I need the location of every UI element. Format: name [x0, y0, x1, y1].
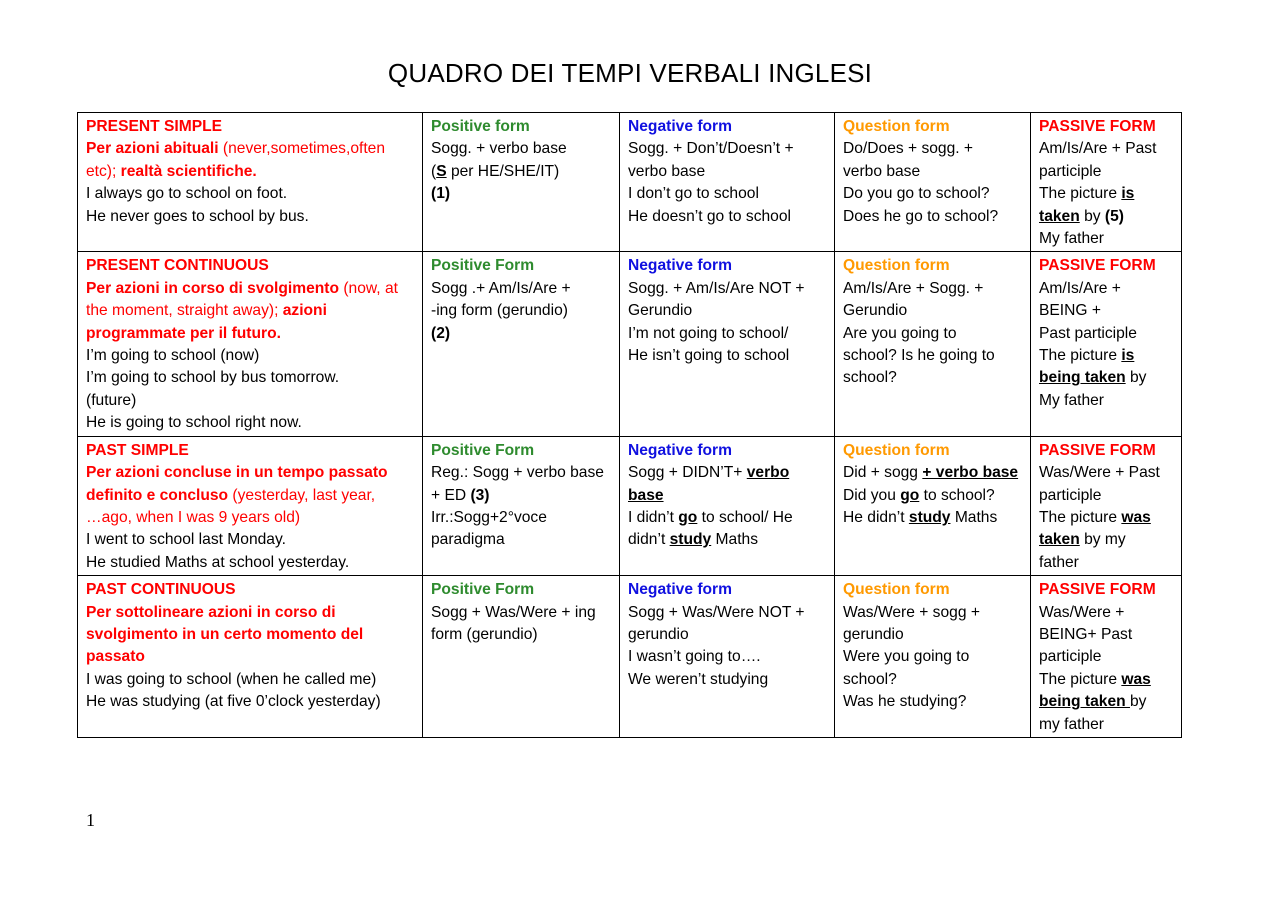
text-segment: Sogg. + Am/Is/Are NOT + — [628, 279, 805, 297]
cell-line — [628, 646, 826, 668]
text-segment: Negative form — [628, 581, 732, 599]
text-segment: BEING + — [1039, 302, 1101, 320]
text-segment: Maths — [950, 508, 998, 526]
cell-line — [628, 602, 826, 624]
cell-line — [1039, 602, 1173, 624]
cell-line — [628, 183, 826, 205]
cell-line — [1039, 714, 1173, 736]
text-segment: taken — [1039, 207, 1080, 225]
cell-line — [843, 579, 1022, 601]
text-segment: The picture — [1039, 185, 1122, 203]
text-segment: programmate per il futuro. — [86, 324, 281, 342]
cell-line — [1039, 183, 1173, 205]
text-segment: study — [669, 531, 712, 549]
positive-form-cell — [423, 436, 620, 575]
text-segment: Does he go to school? — [843, 207, 999, 225]
text-segment: to school? — [919, 486, 995, 504]
text-segment: participle — [1039, 162, 1102, 180]
text-segment: Was/Were + sogg + — [843, 603, 980, 621]
text-segment: PASSIVE FORM — [1039, 581, 1156, 599]
text-segment: is — [1121, 347, 1135, 365]
text-segment: Positive Form — [431, 581, 535, 599]
cell-line — [843, 116, 1022, 138]
question-form-cell — [835, 436, 1031, 575]
text-segment: S — [436, 162, 447, 180]
text-segment: Did + sogg — [843, 464, 923, 482]
text-segment: Negative form — [628, 441, 732, 459]
text-segment: by — [1079, 207, 1105, 225]
cell-line — [843, 602, 1022, 624]
text-segment: PAST CONTINUOUS — [86, 581, 236, 599]
cell-line — [843, 669, 1022, 691]
text-segment: Per sottolineare azioni in corso di — [86, 603, 336, 621]
cell-line — [628, 206, 826, 228]
text-segment: Sogg + Was/Were + ing — [431, 603, 596, 621]
cell-line — [86, 507, 414, 529]
text-segment: He isn’t going to school — [628, 347, 790, 365]
cell-line — [431, 507, 611, 529]
cell-line — [628, 529, 826, 551]
text-segment: Do/Does + sogg. + — [843, 140, 974, 158]
text-segment: I’m going to school by bus tomorrow. — [86, 369, 340, 387]
text-segment: passato — [86, 648, 145, 666]
cell-line — [1039, 161, 1173, 183]
text-segment: my father — [1039, 715, 1104, 733]
table-row-present-simple — [78, 113, 1182, 252]
cell-line — [843, 691, 1022, 713]
cell-line — [1039, 390, 1173, 412]
text-segment: Was/Were + — [1039, 603, 1125, 621]
text-segment: go — [900, 486, 920, 504]
text-segment: I’m going to school (now) — [86, 347, 260, 365]
cell-line — [431, 440, 611, 462]
cell-line — [1039, 300, 1173, 322]
text-segment: Did you — [843, 486, 901, 504]
cell-line — [86, 345, 414, 367]
tense-cell — [78, 576, 423, 738]
text-segment: (future) — [86, 391, 137, 409]
cell-line — [86, 278, 414, 300]
cell-line — [1039, 278, 1173, 300]
text-segment: by — [1125, 369, 1147, 387]
cell-line — [431, 529, 611, 551]
text-segment: I’m not going to school/ — [628, 324, 789, 342]
text-segment: go — [678, 508, 698, 526]
cell-line — [86, 579, 414, 601]
text-segment: He is going to school right now. — [86, 414, 302, 432]
cell-line — [86, 552, 414, 574]
negative-form-cell — [620, 576, 835, 738]
tense-cell — [78, 252, 423, 436]
text-segment: participle — [1039, 486, 1102, 504]
text-segment: Sogg. + verbo base — [431, 140, 567, 158]
text-segment: (now, at — [339, 279, 398, 297]
text-segment: definito e concluso — [86, 486, 229, 504]
cell-line — [86, 529, 414, 551]
text-segment: gerundio — [843, 625, 904, 643]
cell-line — [431, 278, 611, 300]
cell-line — [843, 323, 1022, 345]
text-segment: Maths — [711, 531, 759, 549]
text-segment: Past participle — [1039, 324, 1137, 342]
text-segment: Positive Form — [431, 441, 535, 459]
text-segment: He didn’t — [843, 508, 909, 526]
cell-line — [628, 462, 826, 484]
text-segment: to school/ He — [697, 508, 793, 526]
cell-line — [431, 161, 611, 183]
text-segment: (5) — [1104, 207, 1124, 225]
cell-line — [628, 138, 826, 160]
cell-line — [1039, 646, 1173, 668]
text-segment: PRESENT CONTINUOUS — [86, 257, 269, 275]
text-segment: Were you going to — [843, 648, 970, 666]
cell-line — [843, 485, 1022, 507]
text-segment: Negative form — [628, 257, 732, 275]
cell-line — [431, 300, 611, 322]
text-segment: I was going to school (when he called me) — [86, 670, 377, 688]
text-segment: form (gerundio) — [431, 625, 538, 643]
text-segment: Reg.: Sogg + verbo base — [431, 464, 604, 482]
cell-line — [431, 602, 611, 624]
positive-form-cell — [423, 113, 620, 252]
text-segment: (yesterday, last year, — [228, 486, 376, 504]
cell-line — [86, 646, 414, 668]
text-segment: I don’t go to school — [628, 185, 759, 203]
text-segment: He studied Maths at school yesterday. — [86, 553, 350, 571]
cell-line — [843, 507, 1022, 529]
text-segment: PASSIVE FORM — [1039, 441, 1156, 459]
cell-line — [1039, 529, 1173, 551]
text-segment: PRESENT SIMPLE — [86, 118, 223, 135]
text-segment: He never goes to school by bus. — [86, 207, 309, 225]
cell-line — [431, 255, 611, 277]
cell-line — [1039, 255, 1173, 277]
text-segment: Per azioni concluse in un tempo passato — [86, 464, 388, 482]
text-segment: The picture — [1039, 347, 1122, 365]
text-segment: Question form — [843, 441, 950, 459]
cell-line — [86, 691, 414, 713]
cell-line — [843, 255, 1022, 277]
cell-line — [843, 345, 1022, 367]
cell-line — [628, 161, 826, 183]
cell-line — [1039, 367, 1173, 389]
cell-line — [86, 323, 414, 345]
text-segment: Was he studying? — [843, 693, 967, 711]
cell-line — [86, 602, 414, 624]
cell-line — [628, 485, 826, 507]
text-segment: I always go to school on foot. — [86, 185, 288, 203]
text-segment: Do you go to school? — [843, 185, 990, 203]
text-segment: school? — [843, 670, 897, 688]
cell-line — [1039, 669, 1173, 691]
text-segment: Are you going to — [843, 324, 957, 342]
text-segment: being taken — [1039, 693, 1130, 711]
table-row-past-continuous — [78, 576, 1182, 738]
negative-form-cell — [620, 113, 835, 252]
cell-line — [843, 183, 1022, 205]
text-segment: (2) — [431, 324, 451, 342]
cell-line — [431, 624, 611, 646]
text-segment: gerundio — [628, 625, 689, 643]
cell-line — [1039, 138, 1173, 160]
cell-line — [1039, 579, 1173, 601]
text-segment: by my — [1079, 531, 1126, 549]
tense-cell — [78, 436, 423, 575]
cell-line — [86, 485, 414, 507]
cell-line — [86, 412, 414, 434]
cell-line — [1039, 624, 1173, 646]
cell-line — [843, 161, 1022, 183]
text-segment: Question form — [843, 118, 950, 135]
table-row-present-continuous — [78, 252, 1182, 436]
text-segment: The picture — [1039, 508, 1122, 526]
cell-line — [843, 462, 1022, 484]
cell-line — [431, 183, 611, 205]
cell-line — [86, 161, 414, 183]
cell-line — [431, 485, 611, 507]
cell-line — [628, 255, 826, 277]
cell-line — [431, 116, 611, 138]
text-segment: verbo — [746, 464, 790, 482]
cell-line — [843, 206, 1022, 228]
text-segment: Sogg .+ Am/Is/Are + — [431, 279, 571, 297]
text-segment: Positive Form — [431, 257, 535, 275]
text-segment: We weren’t studying — [628, 670, 769, 688]
cell-line — [86, 116, 414, 138]
passive-form-cell — [1031, 436, 1182, 575]
text-segment: was — [1121, 508, 1151, 526]
positive-form-cell — [423, 252, 620, 436]
question-form-cell — [835, 252, 1031, 436]
cell-line — [86, 624, 414, 646]
text-segment: study — [908, 508, 951, 526]
cell-line — [86, 367, 414, 389]
passive-form-cell — [1031, 576, 1182, 738]
text-segment: Gerundio — [843, 302, 908, 320]
page-number: 1 — [86, 810, 95, 830]
question-form-cell — [835, 576, 1031, 738]
passive-form-cell — [1031, 252, 1182, 436]
text-segment: BEING+ Past — [1039, 625, 1133, 643]
cell-line — [628, 579, 826, 601]
text-segment: is — [1121, 185, 1135, 203]
cell-line — [628, 440, 826, 462]
text-segment: ( — [431, 162, 437, 180]
text-segment: I didn’t — [628, 508, 679, 526]
text-segment: Sogg + DIDN’T+ — [628, 464, 747, 482]
cell-line — [1039, 206, 1173, 228]
text-segment: realtà scientifiche. — [120, 162, 257, 180]
cell-line — [431, 579, 611, 601]
cell-line — [843, 138, 1022, 160]
cell-line — [628, 507, 826, 529]
cell-line — [628, 278, 826, 300]
cell-line — [431, 138, 611, 160]
text-segment: …ago, when I was 9 years old) — [86, 508, 301, 526]
cell-line — [86, 669, 414, 691]
text-segment: Question form — [843, 257, 950, 275]
text-segment: PAST SIMPLE — [86, 441, 189, 459]
text-segment: Negative form — [628, 118, 732, 135]
cell-line — [86, 462, 414, 484]
cell-line — [843, 367, 1022, 389]
positive-form-cell — [423, 576, 620, 738]
text-segment: Am/Is/Are + Past — [1039, 140, 1157, 158]
cell-line — [628, 669, 826, 691]
text-segment: verbo base — [628, 162, 706, 180]
text-segment: taken — [1039, 531, 1080, 549]
cell-line — [1039, 485, 1173, 507]
text-segment: azioni — [282, 302, 327, 320]
cell-line — [628, 300, 826, 322]
text-segment: Gerundio — [628, 302, 693, 320]
cell-line — [843, 646, 1022, 668]
tense-cell — [78, 113, 423, 252]
text-segment: Per azioni in corso di svolgimento — [86, 279, 340, 297]
text-segment: paradigma — [431, 531, 505, 549]
text-segment: PASSIVE FORM — [1039, 118, 1156, 135]
question-form-cell — [835, 113, 1031, 252]
cell-line — [843, 278, 1022, 300]
cell-line — [86, 206, 414, 228]
text-segment: Irr.:Sogg+2°voce — [431, 508, 547, 526]
cell-line — [86, 440, 414, 462]
cell-line — [1039, 552, 1173, 574]
text-segment: Am/Is/Are + — [1039, 279, 1121, 297]
text-segment: Positive form — [431, 118, 530, 135]
cell-line — [431, 323, 611, 345]
cell-line — [1039, 116, 1173, 138]
cell-line — [628, 116, 826, 138]
text-segment: My father — [1039, 391, 1104, 409]
table-row-past-simple — [78, 436, 1182, 575]
text-segment: (3) — [470, 486, 490, 504]
text-segment: etc); — [86, 162, 121, 180]
text-segment: The picture — [1039, 670, 1122, 688]
text-segment: (1) — [431, 185, 451, 203]
cell-line — [843, 300, 1022, 322]
cell-line — [1039, 323, 1173, 345]
text-segment: My father — [1039, 230, 1104, 248]
cell-line — [843, 624, 1022, 646]
cell-line — [1039, 345, 1173, 367]
text-segment: by — [1129, 693, 1147, 711]
negative-form-cell — [620, 252, 835, 436]
text-segment: father — [1039, 553, 1079, 571]
text-segment: Sogg + Was/Were NOT + — [628, 603, 805, 621]
text-segment: per HE/SHE/IT) — [446, 162, 560, 180]
cell-line — [86, 300, 414, 322]
text-segment: + ED — [431, 486, 471, 504]
cell-line — [86, 255, 414, 277]
text-segment: base — [628, 486, 664, 504]
text-segment: + verbo base — [922, 464, 1019, 482]
cell-line — [86, 390, 414, 412]
cell-line — [1039, 462, 1173, 484]
text-segment: Sogg. + Don’t/Doesn’t + — [628, 140, 794, 158]
text-segment: didn’t — [628, 531, 670, 549]
text-segment: I wasn’t going to…. — [628, 648, 761, 666]
text-segment: Question form — [843, 581, 950, 599]
text-segment: He doesn’t go to school — [628, 207, 791, 225]
cell-line — [431, 462, 611, 484]
text-segment: school? Is he going to — [843, 347, 995, 365]
text-segment: He was studying (at five 0’clock yesterday) — [86, 693, 381, 711]
text-segment: PASSIVE FORM — [1039, 257, 1156, 275]
cell-line — [628, 624, 826, 646]
text-segment: being taken — [1039, 369, 1126, 387]
text-segment: school? — [843, 369, 897, 387]
cell-line — [1039, 507, 1173, 529]
cell-line — [628, 323, 826, 345]
cell-line — [86, 183, 414, 205]
text-segment: participle — [1039, 648, 1102, 666]
cell-line — [86, 138, 414, 160]
text-segment: the moment, straight away); — [86, 302, 283, 320]
cell-line — [628, 345, 826, 367]
verb-tenses-table — [77, 112, 1182, 738]
text-segment: Am/Is/Are + Sogg. + — [843, 279, 984, 297]
text-segment: Was/Were + Past — [1039, 464, 1160, 482]
cell-line — [1039, 440, 1173, 462]
text-segment: verbo base — [843, 162, 921, 180]
cell-line — [1039, 228, 1173, 250]
text-segment: was — [1121, 670, 1151, 688]
text-segment: svolgimento in un certo momento del — [86, 625, 364, 643]
passive-form-cell — [1031, 113, 1182, 252]
text-segment: -ing form (gerundio) — [431, 302, 568, 320]
text-segment: (never,sometimes,often — [222, 140, 385, 158]
text-segment: Per azioni abituali — [86, 140, 223, 158]
negative-form-cell — [620, 436, 835, 575]
cell-line — [1039, 691, 1173, 713]
text-segment: I went to school last Monday. — [86, 531, 286, 549]
page-title: QUADRO DEI TEMPI VERBALI INGLESI — [387, 58, 873, 88]
cell-line — [843, 440, 1022, 462]
